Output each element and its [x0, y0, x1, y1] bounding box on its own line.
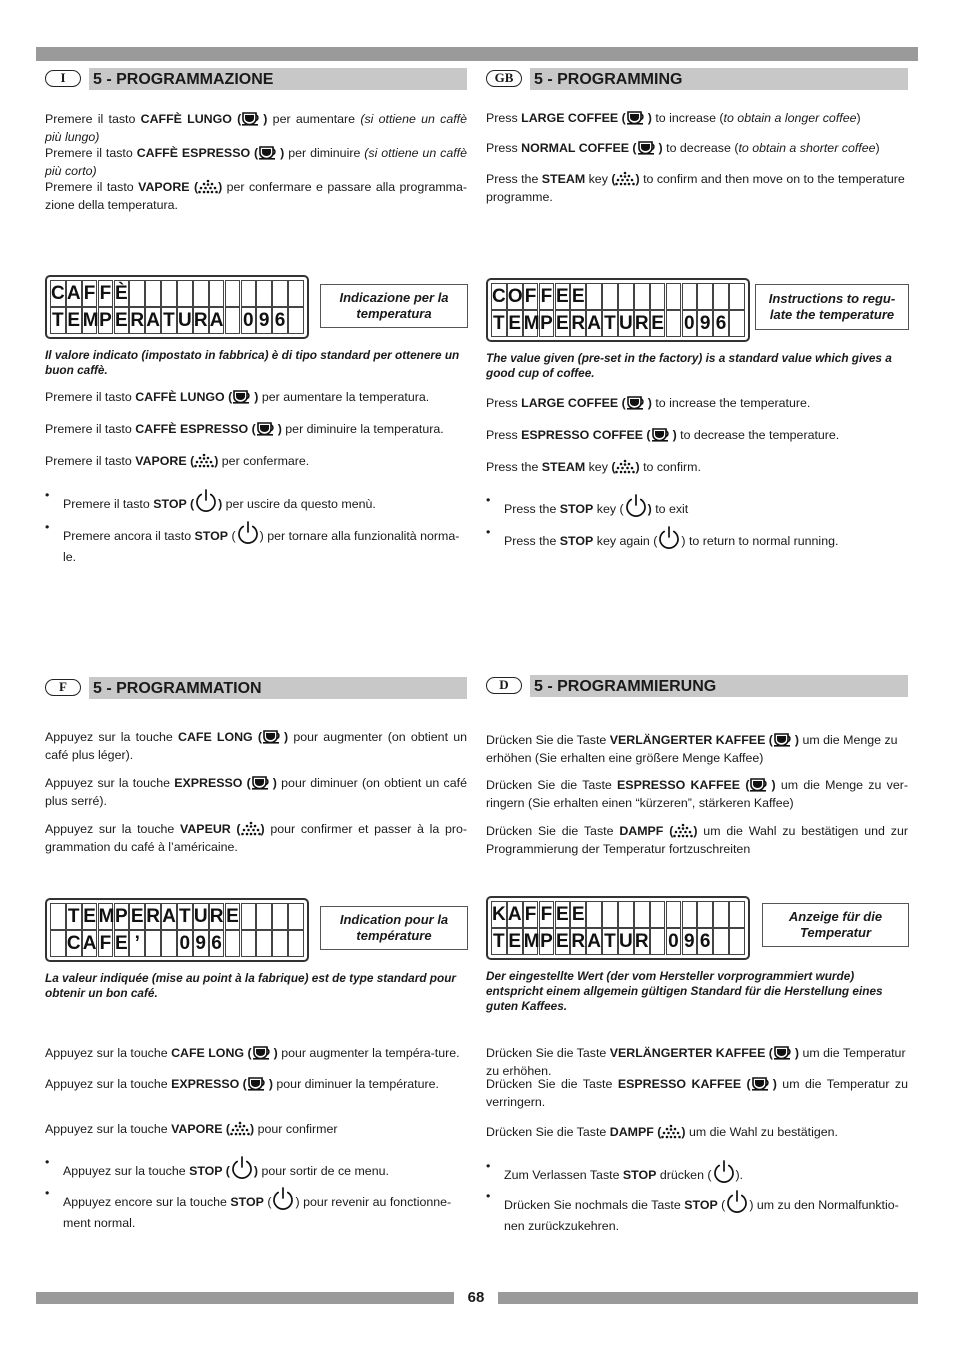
lcd-cell: E	[507, 928, 523, 955]
lcd-cell: F	[539, 283, 555, 310]
caption: Der eingestellte Wert (der vom Hersteller vorprogrammiert wurde) entspricht einem allgemein gültigen Standard für die Herstellung eines guten Kaffees.	[486, 969, 883, 1013]
lcd-cell: 9	[682, 928, 698, 955]
temperature-note: Anzeige für die Temperatur	[762, 903, 909, 947]
lcd-cell: T	[602, 928, 618, 955]
coffee-cup-icon	[252, 1045, 274, 1064]
lcd-cell: 9	[256, 307, 272, 334]
lcd-cell: R	[570, 928, 586, 955]
lcd-cell: U	[177, 307, 193, 334]
lcd-cell	[682, 901, 698, 928]
temperature-note: Instructions to regu-late the temperature	[755, 284, 909, 330]
section-header	[486, 68, 908, 90]
lcd-display	[45, 898, 309, 962]
coffee-cup-icon	[258, 145, 280, 164]
lcd-row	[491, 310, 745, 337]
lcd-cell	[272, 930, 288, 957]
lcd-cell	[729, 901, 745, 928]
lcd-cell: T	[602, 310, 618, 337]
instruction: Press the STEAM key ( ) to confirm and then move on to the temperature programme.	[486, 172, 905, 204]
lcd-cell: P	[98, 307, 114, 334]
lcd-cell: T	[50, 307, 66, 334]
lcd-cell	[288, 307, 304, 334]
lcd-cell: 0	[177, 930, 193, 957]
lcd-cell: E	[555, 283, 571, 310]
lcd-cell: 0	[682, 310, 698, 337]
language-badge: F	[45, 679, 81, 696]
lcd-cell: A	[586, 928, 602, 955]
lcd-cell: E	[555, 310, 571, 337]
lcd-row	[50, 307, 304, 334]
lcd-cell	[650, 928, 666, 955]
lcd-cell: E	[555, 928, 571, 955]
language-badge: D	[486, 677, 522, 694]
lcd-cell: P	[539, 928, 555, 955]
top-rule	[36, 47, 918, 61]
power-icon	[271, 1186, 295, 1216]
instruction: Drücken Sie die Taste VERLÄNGERTER KAFFEE ( ) um die Menge zu erhöhen (Sie erhalten eine größere Menge Kaffee)	[486, 733, 898, 765]
lcd-cell: R	[145, 903, 161, 930]
bullet-item: • Appuyez sur la touche STOP ( ) pour sortir de ce menu.	[45, 1155, 467, 1185]
coffee-cup-icon	[773, 1045, 795, 1064]
instruction: Drücken Sie die Taste DAMPF ( ) um die Wahl zu bestätigen.	[486, 1124, 908, 1143]
lcd-cell	[50, 930, 66, 957]
lcd-cell	[145, 930, 161, 957]
section-english	[486, 68, 908, 548]
coffee-cup-icon	[251, 775, 273, 794]
lcd-row	[50, 930, 304, 957]
lcd-cell	[634, 901, 650, 928]
power-icon	[725, 1189, 749, 1219]
lcd-cell	[586, 283, 602, 310]
lcd-cell: E	[66, 307, 82, 334]
steam-icon	[615, 171, 635, 190]
lcd-cell: E	[570, 283, 586, 310]
lcd-cell	[225, 307, 241, 334]
caption: Il valore indicato (impostato in fabbrica) è di tipo standard per ottenere un buon caffè.	[45, 348, 460, 377]
lcd-cell: M	[98, 903, 114, 930]
steam-icon	[194, 453, 214, 472]
instruction: Appuyez sur la touche EXPRESSO ( ) pour diminuer (on obtient un café plus serré).	[45, 776, 467, 808]
coffee-cup-icon	[651, 427, 673, 446]
instruction: Premere il tasto CAFFÈ LUNGO ( ) per aumentare la temperatura.	[45, 389, 467, 408]
section-title: 5 - PROGRAMMING	[534, 71, 683, 88]
lcd-cell	[225, 280, 241, 307]
lcd-cell	[50, 903, 66, 930]
bullet-item: • Drücken Sie nochmals die Taste STOP ( ) um zu den Normalfunktio-nen zurückzukehren.	[486, 1189, 908, 1234]
language-badge: GB	[486, 70, 522, 87]
power-icon	[624, 493, 648, 523]
steam-icon	[241, 821, 261, 840]
steam-icon	[230, 1121, 250, 1140]
lcd-cell	[256, 903, 272, 930]
lcd-cell: E	[650, 310, 666, 337]
lcd-cell	[177, 280, 193, 307]
lcd-cell: A	[586, 310, 602, 337]
lcd-cell	[650, 901, 666, 928]
lcd-cell	[586, 901, 602, 928]
lcd-cell: E	[507, 310, 523, 337]
temperature-note: Indication pour la température	[320, 906, 468, 950]
lcd-cell	[145, 280, 161, 307]
coffee-cup-icon	[241, 111, 263, 130]
section-header	[486, 675, 908, 697]
lcd-cell: ’	[129, 930, 145, 957]
lcd-cell: 9	[193, 930, 209, 957]
power-icon	[657, 525, 681, 555]
lcd-cell: T	[66, 903, 82, 930]
coffee-cup-icon	[773, 732, 795, 751]
lcd-row	[491, 283, 745, 310]
lcd-row	[491, 928, 745, 955]
lcd-cell	[241, 280, 257, 307]
lcd-cell: M	[82, 307, 98, 334]
lcd-cell: R	[634, 928, 650, 955]
lcd-cell	[209, 280, 225, 307]
page-number: 68	[467, 1289, 485, 1306]
lcd-cell: 6	[209, 930, 225, 957]
bullet-item: • Zum Verlassen Taste STOP drücken ( ).	[486, 1159, 908, 1189]
lcd-cell	[256, 930, 272, 957]
section-italian	[45, 68, 468, 564]
instruction: Press ESPRESSO COFFEE ( ) to decrease the temperature.	[486, 427, 908, 446]
lcd-cell: F	[523, 901, 539, 928]
section-header	[45, 677, 467, 699]
temperature-note: Indicazione per la temperatura	[320, 284, 468, 328]
lcd-cell: T	[161, 307, 177, 334]
lcd-cell: M	[523, 928, 539, 955]
lcd-cell	[161, 930, 177, 957]
lcd-cell: P	[114, 903, 130, 930]
lcd-row	[50, 903, 304, 930]
lcd-cell: P	[539, 310, 555, 337]
coffee-cup-icon	[626, 110, 648, 129]
instruction: Press LARGE COFFEE ( ) to increase (to obtain a longer coffee)	[486, 110, 908, 129]
lcd-cell	[682, 283, 698, 310]
lcd-cell: A	[82, 930, 98, 957]
bullet-item: • Press the STOP key again ( ) to return to normal running.	[486, 525, 908, 555]
section-french	[45, 677, 467, 1230]
lcd-cell	[288, 903, 304, 930]
lcd-cell	[256, 280, 272, 307]
coffee-cup-icon	[232, 389, 254, 408]
instruction: Press NORMAL COFFEE ( ) to decrease (to obtain a shorter coffee)	[486, 140, 908, 159]
lcd-cell	[618, 901, 634, 928]
lcd-cell	[272, 903, 288, 930]
lcd-cell	[729, 310, 745, 337]
lcd-cell: 0	[666, 928, 682, 955]
section-title: 5 - PROGRAMMIERUNG	[534, 678, 717, 695]
section-title: 5 - PROGRAMMATION	[93, 680, 262, 697]
lcd-cell: M	[523, 310, 539, 337]
coffee-cup-icon	[626, 395, 648, 414]
lcd-cell	[288, 280, 304, 307]
lcd-cell	[729, 283, 745, 310]
lcd-cell: E	[555, 901, 571, 928]
lcd-cell: U	[618, 928, 634, 955]
coffee-cup-icon	[256, 421, 278, 440]
instruction: Appuyez sur la touche VAPORE ( ) pour confirmer	[45, 1121, 467, 1140]
coffee-cup-icon	[751, 1076, 773, 1095]
lcd-cell	[666, 310, 682, 337]
lcd-cell: C	[491, 283, 507, 310]
lcd-cell: C	[66, 930, 82, 957]
instruction: Appuyez sur la touche CAFE LONG ( ) pour augmenter (on obtient un café plus léger).	[45, 730, 467, 762]
lcd-cell	[272, 280, 288, 307]
lcd-cell: U	[618, 310, 634, 337]
bullet-item: • Appuyez encore sur la touche STOP ( ) pour revenir au fonctionne-ment normal.	[45, 1186, 467, 1231]
lcd-display	[486, 278, 750, 342]
instruction: Press LARGE COFFEE ( ) to increase the temperature.	[486, 395, 908, 414]
lcd-cell: R	[634, 310, 650, 337]
lcd-cell	[161, 280, 177, 307]
lcd-cell: A	[507, 901, 523, 928]
instruction: Appuyez sur la touche VAPEUR ( ) pour confirmer et passer à la pro-grammation du café à l’américaine.	[45, 822, 467, 854]
power-icon	[712, 1159, 736, 1189]
lcd-cell: È	[114, 280, 130, 307]
paragraph: Premere il tasto CAFFÈ LUNGO ( ) per aumentare (si ottiene un caffè più lungo) Premere il tasto CAFFÈ ESPRESSO ( ) per diminuire (si ottiene un caffè più corto) Premere il tasto VAPORE ( ) per confermare e passare alla programma-zione della temperatura.	[45, 112, 468, 212]
instruction: Premere il tasto VAPORE ( ) per confermare.	[45, 453, 467, 472]
instruction: Drücken Sie die Taste DAMPF ( ) um die Wahl zu bestätigen und zur Programmierung der Temperatur fortzuschreiten	[486, 824, 908, 856]
lcd-display	[45, 275, 309, 339]
section-header	[45, 68, 467, 90]
lcd-cell	[713, 283, 729, 310]
lcd-cell: 6	[272, 307, 288, 334]
lcd-cell	[697, 901, 713, 928]
lcd-row	[491, 901, 745, 928]
lcd-cell: R	[570, 310, 586, 337]
power-icon	[194, 488, 218, 518]
bottom-rule-right	[498, 1292, 918, 1304]
lcd-cell: T	[177, 903, 193, 930]
lcd-cell	[650, 283, 666, 310]
bottom-rule-left	[36, 1292, 454, 1304]
instruction: Premere il tasto CAFFÈ ESPRESSO ( ) per diminuire la temperatura.	[45, 421, 467, 440]
lcd-cell	[666, 901, 682, 928]
lcd-cell	[241, 903, 257, 930]
lcd-cell: U	[193, 903, 209, 930]
lcd-cell: E	[129, 903, 145, 930]
lcd-cell	[225, 930, 241, 957]
caption: La valeur indiquée (mise au point à la fabrique) est de type standard pour obtenir un bon café.	[45, 971, 457, 1000]
lcd-cell: 0	[241, 307, 257, 334]
lcd-cell	[697, 283, 713, 310]
section-german	[486, 675, 908, 1233]
instruction: Press the STEAM key ( ) to confirm.	[486, 459, 908, 478]
steam-icon	[661, 1124, 681, 1143]
lcd-cell	[602, 283, 618, 310]
lcd-cell	[241, 930, 257, 957]
steam-icon	[615, 459, 635, 478]
lcd-cell: E	[114, 307, 130, 334]
lcd-cell	[729, 928, 745, 955]
lcd-cell: F	[98, 930, 114, 957]
coffee-cup-icon	[262, 729, 284, 748]
lcd-cell: E	[82, 903, 98, 930]
instruction: Drücken Sie die Taste ESPRESSO KAFFEE ( ) um die Menge zu ver-ringern (Sie erhalten einen “kürzeren”, stärkeren Kaffee)	[486, 778, 908, 810]
lcd-cell: F	[539, 901, 555, 928]
lcd-cell: K	[491, 901, 507, 928]
lcd-cell: R	[209, 903, 225, 930]
lcd-cell: T	[491, 310, 507, 337]
lcd-row	[50, 280, 304, 307]
lcd-cell: R	[129, 307, 145, 334]
lcd-cell	[618, 283, 634, 310]
steam-icon	[673, 823, 693, 842]
lcd-display	[486, 896, 750, 960]
lcd-cell: 6	[697, 928, 713, 955]
lcd-cell	[634, 283, 650, 310]
lcd-cell: 9	[697, 310, 713, 337]
power-icon	[236, 520, 260, 550]
lcd-cell	[193, 280, 209, 307]
instruction: Appuyez sur la touche CAFE LONG ( ) pour augmenter la tempéra-ture.	[45, 1045, 467, 1064]
lcd-cell: A	[145, 307, 161, 334]
steam-icon	[198, 179, 218, 198]
lcd-cell: R	[193, 307, 209, 334]
lcd-cell: E	[570, 901, 586, 928]
lcd-cell: A	[161, 903, 177, 930]
language-badge: I	[45, 70, 81, 87]
lcd-cell: F	[523, 283, 539, 310]
coffee-cup-icon	[247, 1076, 269, 1095]
lcd-cell: E	[225, 903, 241, 930]
bullet-item: • Press the STOP key ( ) to exit	[486, 493, 908, 523]
power-icon	[230, 1155, 254, 1185]
bullet-item: • Premere ancora il tasto STOP ( ) per tornare alla funzionalità norma-le.	[45, 520, 467, 565]
lcd-cell	[713, 928, 729, 955]
instruction: Appuyez sur la touche EXPRESSO ( ) pour diminuer la température.	[45, 1076, 467, 1095]
lcd-cell: O	[507, 283, 523, 310]
lcd-cell: F	[98, 280, 114, 307]
coffee-cup-icon	[749, 777, 771, 796]
lcd-cell	[713, 901, 729, 928]
coffee-cup-icon	[637, 140, 659, 159]
bullet-item: • Premere il tasto STOP ( ) per uscire da questo menù.	[45, 488, 467, 518]
instruction: Drücken Sie die Taste ESPRESSO KAFFEE ( ) um die Temperatur zu verringern.	[486, 1077, 908, 1109]
lcd-cell: A	[66, 280, 82, 307]
lcd-cell	[666, 283, 682, 310]
instruction: Drücken Sie die Taste VERLÄNGERTER KAFFEE ( ) um die Temperatur zu erhöhen.	[486, 1046, 906, 1078]
lcd-cell: C	[50, 280, 66, 307]
lcd-cell	[288, 930, 304, 957]
lcd-cell: F	[82, 280, 98, 307]
section-title: 5 - PROGRAMMAZIONE	[93, 71, 274, 88]
lcd-cell: A	[209, 307, 225, 334]
lcd-cell: 6	[713, 310, 729, 337]
lcd-cell: T	[491, 928, 507, 955]
caption: The value given (pre-set in the factory) is a standard value which gives a good cup of coffee.	[486, 351, 892, 380]
lcd-cell	[602, 901, 618, 928]
lcd-cell	[129, 280, 145, 307]
lcd-cell: E	[114, 930, 130, 957]
